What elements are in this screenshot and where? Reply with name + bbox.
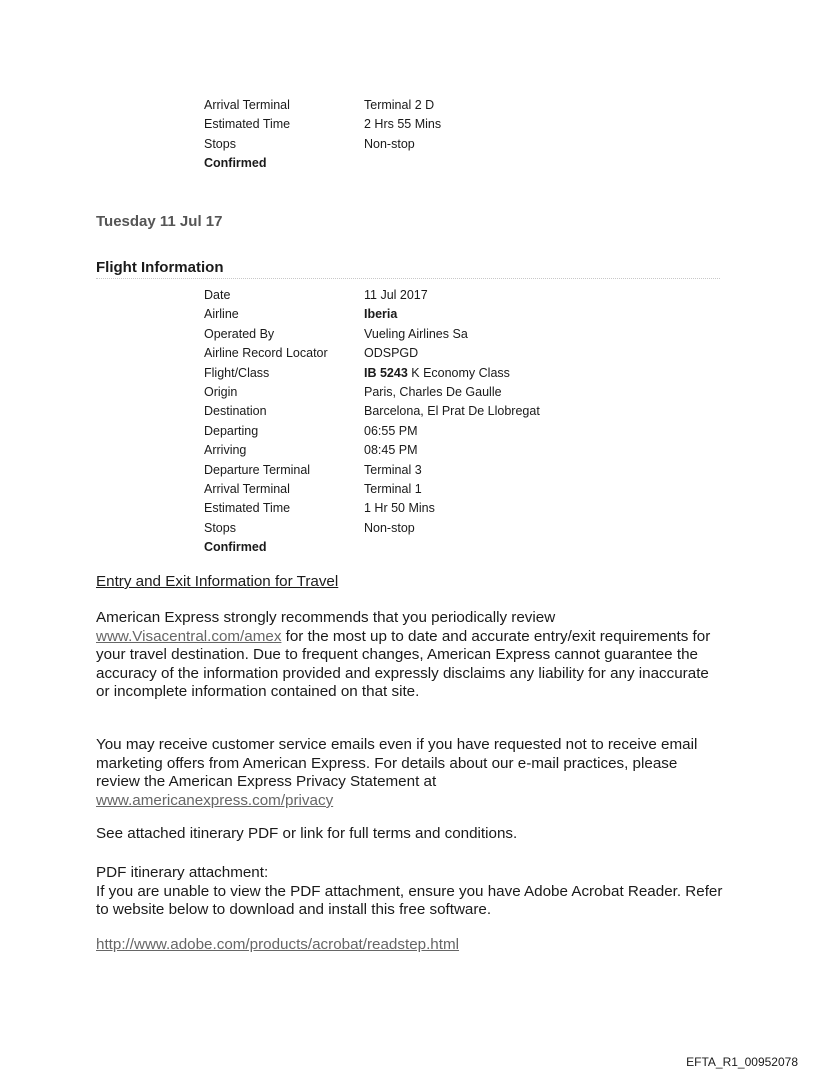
detail-row-record-locator — [204, 344, 540, 363]
detail-label: Airline — [204, 307, 239, 322]
detail-label: Arriving — [204, 443, 247, 458]
detail-value: 1 Hr 50 Mins — [364, 501, 435, 516]
previous-flight-details — [204, 96, 441, 174]
terms-paragraph: See attached itinerary PDF or link for full terms and conditions. — [96, 825, 518, 842]
detail-value: ODSPGD — [364, 346, 419, 361]
adobe-link-container — [96, 936, 736, 955]
detail-row-destination — [204, 402, 540, 421]
status-confirmed: Confirmed — [204, 540, 267, 555]
detail-label: Airline Record Locator — [204, 346, 328, 361]
detail-value: 11 Jul 2017 — [364, 288, 428, 302]
detail-label: Departure Terminal — [204, 462, 311, 477]
detail-row-origin — [204, 383, 540, 402]
pdf-text: If you are unable to view the PDF attachment, ensure you have Adobe Acrobat Reader. Refer to website below to download and install this free software. — [96, 882, 723, 919]
entry-exit-text: American Express strongly recommends that you periodically review — [96, 609, 556, 626]
detail-value: Non-stop — [364, 520, 415, 535]
entry-exit-text-rest: for the most up to date and accurate entry/exit requirements for your travel destination. Due to frequent changes, American Express cannot guarantee the accuracy of the information provided and expressly disclaims any liability for any inaccurate or incomplete information contained on that site. — [96, 627, 711, 701]
detail-row-estimated-time — [204, 499, 540, 518]
entry-exit-heading: Entry and Exit Information for Travel — [96, 573, 339, 590]
adobe-link[interactable]: http://www.adobe.com/products/acrobat/readstep.html — [96, 936, 460, 953]
flight-number: IB 5243 — [364, 365, 408, 380]
detail-row-flight-class — [204, 364, 540, 383]
detail-label: Date — [204, 288, 231, 302]
document-id: EFTA_R1_00952078 — [686, 1055, 798, 1069]
privacy-link[interactable]: www.americanexpress.com/privacy — [96, 791, 334, 809]
detail-value: 2 Hrs 55 Mins — [364, 117, 442, 132]
detail-label: Departing — [204, 423, 259, 438]
visacentral-link[interactable]: www.Visacentral.com/amex — [96, 627, 282, 645]
flight-information-heading: Flight Information — [96, 259, 720, 279]
detail-value: Barcelona, El Prat De Llobregat — [364, 404, 540, 419]
detail-row — [204, 96, 441, 115]
detail-label: Arrival Terminal — [204, 98, 290, 112]
detail-row-arriving — [204, 441, 540, 460]
flight-class: K Economy Class — [407, 365, 510, 380]
detail-value — [364, 364, 510, 383]
detail-row-departure-terminal — [204, 461, 540, 480]
detail-label: Arrival Terminal — [204, 481, 290, 496]
detail-row-departing — [204, 422, 540, 441]
detail-label: Stops — [204, 136, 236, 151]
detail-label: Origin — [204, 384, 238, 399]
detail-row-date — [204, 286, 540, 305]
detail-label: Operated By — [204, 326, 275, 341]
detail-row — [204, 135, 441, 154]
detail-value: Terminal 2 D — [364, 98, 435, 112]
flight-details — [204, 286, 540, 557]
detail-label: Flight/Class — [204, 365, 270, 380]
detail-value: 06:55 PM — [364, 423, 418, 438]
detail-value: Non-stop — [364, 136, 415, 151]
privacy-text: You may receive customer service emails even if you have requested not to receive email marketing offers from American Express. For details about our e-mail practices, please review the American Express Privacy Statement at — [96, 736, 698, 791]
pdf-paragraph — [96, 864, 726, 920]
detail-value: Terminal 1 — [364, 481, 422, 496]
detail-value: 08:45 PM — [364, 443, 418, 458]
entry-exit-paragraph — [96, 609, 726, 702]
detail-value: Vueling Airlines Sa — [364, 326, 468, 341]
detail-label: Destination — [204, 404, 267, 419]
detail-row-operated-by — [204, 325, 540, 344]
pdf-title: PDF itinerary attachment: — [96, 864, 269, 881]
detail-label: Estimated Time — [204, 501, 291, 516]
detail-label: Estimated Time — [204, 117, 291, 132]
status-confirmed: Confirmed — [204, 156, 267, 171]
detail-value: Iberia — [364, 307, 398, 322]
detail-row-airline — [204, 305, 540, 324]
detail-row — [204, 115, 441, 134]
detail-value: Paris, Charles De Gaulle — [364, 384, 502, 399]
detail-label: Stops — [204, 520, 236, 535]
privacy-paragraph — [96, 736, 716, 810]
detail-row-stops — [204, 519, 540, 538]
detail-value: Terminal 3 — [364, 462, 422, 477]
detail-row-arrival-terminal — [204, 480, 540, 499]
day-heading: Tuesday 11 Jul 17 — [96, 213, 223, 230]
